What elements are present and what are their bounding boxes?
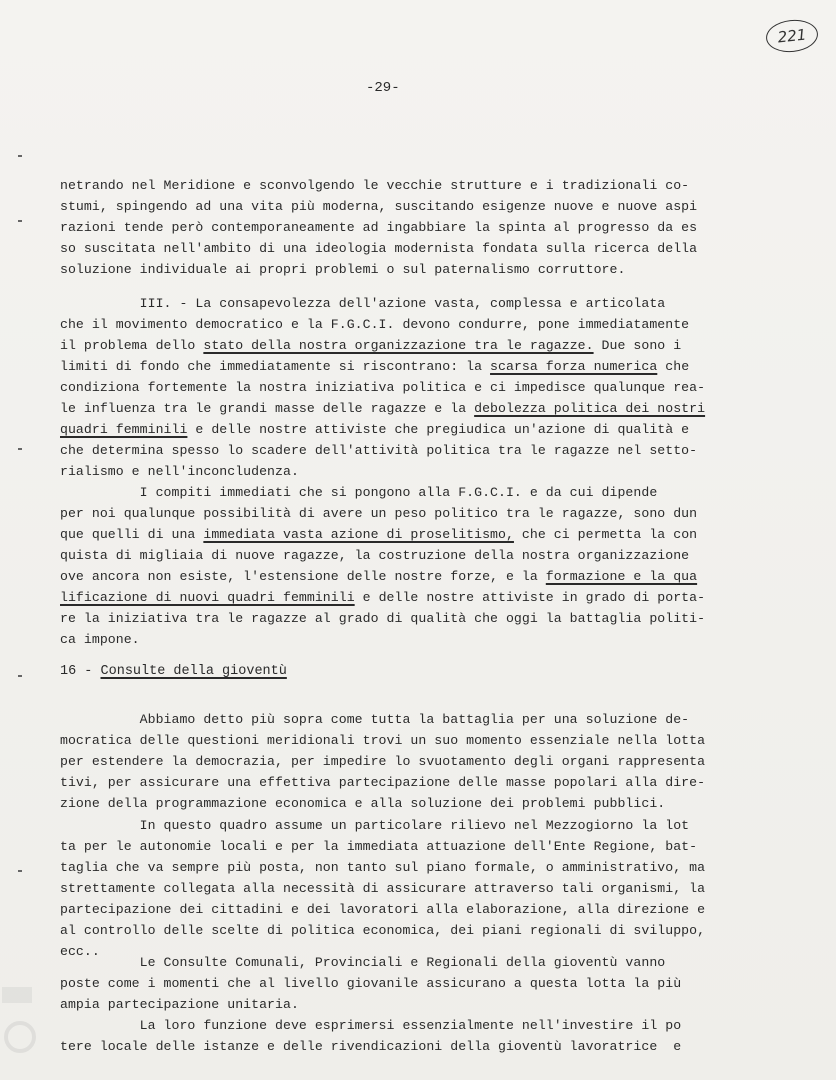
text-segment: tivi, per assicurare una effettiva partecipazione delle masse popolari alla dire- [60, 775, 706, 790]
text-line [60, 836, 760, 857]
text-segment: che il movimento democratico e la F.G.C.I. devono condurre, pone immediatamente [60, 317, 690, 332]
text-line [60, 587, 760, 608]
text-segment: al controllo delle scelte di politica economica, dei piani regionali di sviluppo, [60, 923, 706, 938]
paragraph-4 [60, 709, 760, 814]
text-segment: e delle nostre attiviste in grado di porta- [354, 590, 706, 605]
text-line [60, 815, 760, 836]
text-segment: stumi, spingendo ad una vita più moderna, suscitando esigenze nuove e nuove aspi [60, 199, 698, 214]
text-line [60, 899, 760, 920]
text-line [60, 524, 760, 545]
paragraph-5 [60, 815, 760, 962]
text-segment: quista di migliaia di nuove ragazze, la costruzione della nostra organizzazione [60, 548, 690, 563]
text-line [60, 1036, 760, 1057]
text-line [60, 461, 760, 482]
text-line [60, 952, 760, 973]
text-line [60, 196, 760, 217]
text-line [60, 335, 760, 356]
text-segment: che [657, 359, 690, 374]
text-segment: tere locale delle istanze e delle rivendicazioni della gioventù lavoratrice e [60, 1039, 682, 1054]
text-segment: che determina spesso lo scadere dell'attività politica tra le ragazze nel setto- [60, 443, 698, 458]
text-segment: condiziona fortemente la nostra iniziativa politica e ci impedisce qualunque rea- [60, 380, 706, 395]
underlined-segment: formazione e la qua [545, 569, 698, 584]
text-line [60, 629, 760, 650]
underlined-segment: debolezza politica dei nostri [474, 401, 706, 416]
text-line [60, 503, 760, 524]
margin-mark [18, 220, 22, 222]
underlined-segment: lificazione di nuovi quadri femminili [60, 590, 355, 605]
text-segment: partecipazione dei cittadini e dei lavoratori alla elaborazione, alla direzione e [60, 902, 706, 917]
text-segment: ta per le autonomie locali e per la immediata attuazione dell'Ente Regione, bat- [60, 839, 698, 854]
underlined-segment: stato della nostra organizzazione tra le ragazze. [203, 338, 594, 353]
text-line [60, 751, 760, 772]
text-segment: Le Consulte Comunali, Provinciali e Regionali della gioventù vanno [60, 955, 666, 970]
text-line [60, 377, 760, 398]
text-line [60, 878, 760, 899]
text-line [60, 608, 760, 629]
text-line [60, 217, 760, 238]
text-line [60, 293, 760, 314]
text-segment: il problema dello [60, 338, 204, 353]
text-segment: que quelli di una [60, 527, 204, 542]
archive-stamp: 221 [764, 17, 819, 54]
margin-mark [18, 155, 22, 157]
paragraph-7 [60, 1015, 760, 1057]
text-segment: che ci permetta la con [513, 527, 698, 542]
text-segment: rialismo e nell'inconcludenza. [60, 464, 299, 479]
text-segment: per estendere la democrazia, per impedire lo svuotamento degli organi rappresenta [60, 754, 706, 769]
text-segment: le influenza tra le grandi masse delle ragazze e la [60, 401, 475, 416]
text-line [60, 857, 760, 878]
text-segment: ca impone. [60, 632, 140, 647]
paragraph-3 [60, 482, 760, 650]
text-segment: strettamente collegata alla necessità di assicurare attraverso tali organismi, la [60, 881, 706, 896]
text-line [60, 920, 760, 941]
text-segment: taglia che va sempre più posta, non tanto sul piano formale, o amministrativo, ma [60, 860, 706, 875]
text-segment: poste come i momenti che al livello giovanile assicurano a questa lotta la più [60, 976, 682, 991]
text-segment: zione della programmazione economica e alla soluzione dei problemi pubblici. [60, 796, 666, 811]
text-line [60, 175, 760, 196]
underlined-segment: immediata vasta azione di proselitismo, [203, 527, 514, 542]
margin-mark [18, 675, 22, 677]
underlined-segment: scarsa forza numerica [490, 359, 658, 374]
text-line [60, 238, 760, 259]
text-segment: razioni tende però contemporaneamente ad ingabbiare la spinta al progresso da es [60, 220, 698, 235]
page-number: -29- [366, 80, 400, 96]
text-line [60, 314, 760, 335]
text-segment: mocratica delle questioni meridionali trovi un suo momento essenziale nella lotta [60, 733, 706, 748]
text-segment: In questo quadro assume un particolare rilievo nel Mezzogiorno la lot [60, 818, 690, 833]
text-line [60, 440, 760, 461]
text-line [60, 730, 760, 751]
section-title: Consulte della gioventù [100, 664, 287, 679]
margin-mark [18, 448, 22, 450]
text-segment: ampia partecipazione unitaria. [60, 997, 299, 1012]
paragraph-6 [60, 952, 760, 1015]
text-line [60, 994, 760, 1015]
text-line [60, 482, 760, 503]
text-segment: ove ancora non esiste, l'estensione delle nostre forze, e la [60, 569, 546, 584]
archive-watermark-icon [0, 985, 40, 1055]
section-number: 16 - [60, 664, 101, 679]
text-line [60, 566, 760, 587]
text-segment: re la iniziativa tra le ragazze al grado di qualità che oggi la battaglia politi- [60, 611, 706, 626]
text-segment: Due sono i [593, 338, 682, 353]
text-segment: I compiti immediati che si pongono alla F.G.C.I. e da cui dipende [60, 485, 658, 500]
text-line [60, 419, 760, 440]
text-line [60, 709, 760, 730]
paragraph-2 [60, 293, 760, 482]
text-line [60, 973, 760, 994]
text-line [60, 545, 760, 566]
text-segment: per noi qualunque possibilità di avere un peso politico tra le ragazze, sono dun [60, 506, 698, 521]
section-heading [60, 664, 287, 679]
text-segment: netrando nel Meridione e sconvolgendo le vecchie strutture e i tradizionali co- [60, 178, 690, 193]
paragraph-1 [60, 175, 760, 280]
text-line [60, 356, 760, 377]
text-line [60, 259, 760, 280]
text-line [60, 1015, 760, 1036]
text-segment: ecc.. [60, 944, 100, 959]
text-line [60, 793, 760, 814]
text-line [60, 772, 760, 793]
text-segment: Abbiamo detto più sopra come tutta la battaglia per una soluzione de- [60, 712, 690, 727]
margin-mark [18, 870, 22, 872]
underlined-segment: quadri femminili [60, 422, 188, 437]
text-segment: e delle nostre attiviste che pregiudica un'azione di qualità e [187, 422, 690, 437]
text-segment: La loro funzione deve esprimersi essenzialmente nell'investire il po [60, 1018, 682, 1033]
text-segment: so suscitata nell'ambito di una ideologia modernista fondata sulla ricerca della [60, 241, 698, 256]
text-line [60, 398, 760, 419]
text-segment: III. - La consapevolezza dell'azione vasta, complessa e articolata [60, 296, 666, 311]
text-segment: soluzione individuale ai propri problemi o sul paternalismo corruttore. [60, 262, 626, 277]
text-segment: limiti di fondo che immediatamente si riscontrano: la [60, 359, 491, 374]
